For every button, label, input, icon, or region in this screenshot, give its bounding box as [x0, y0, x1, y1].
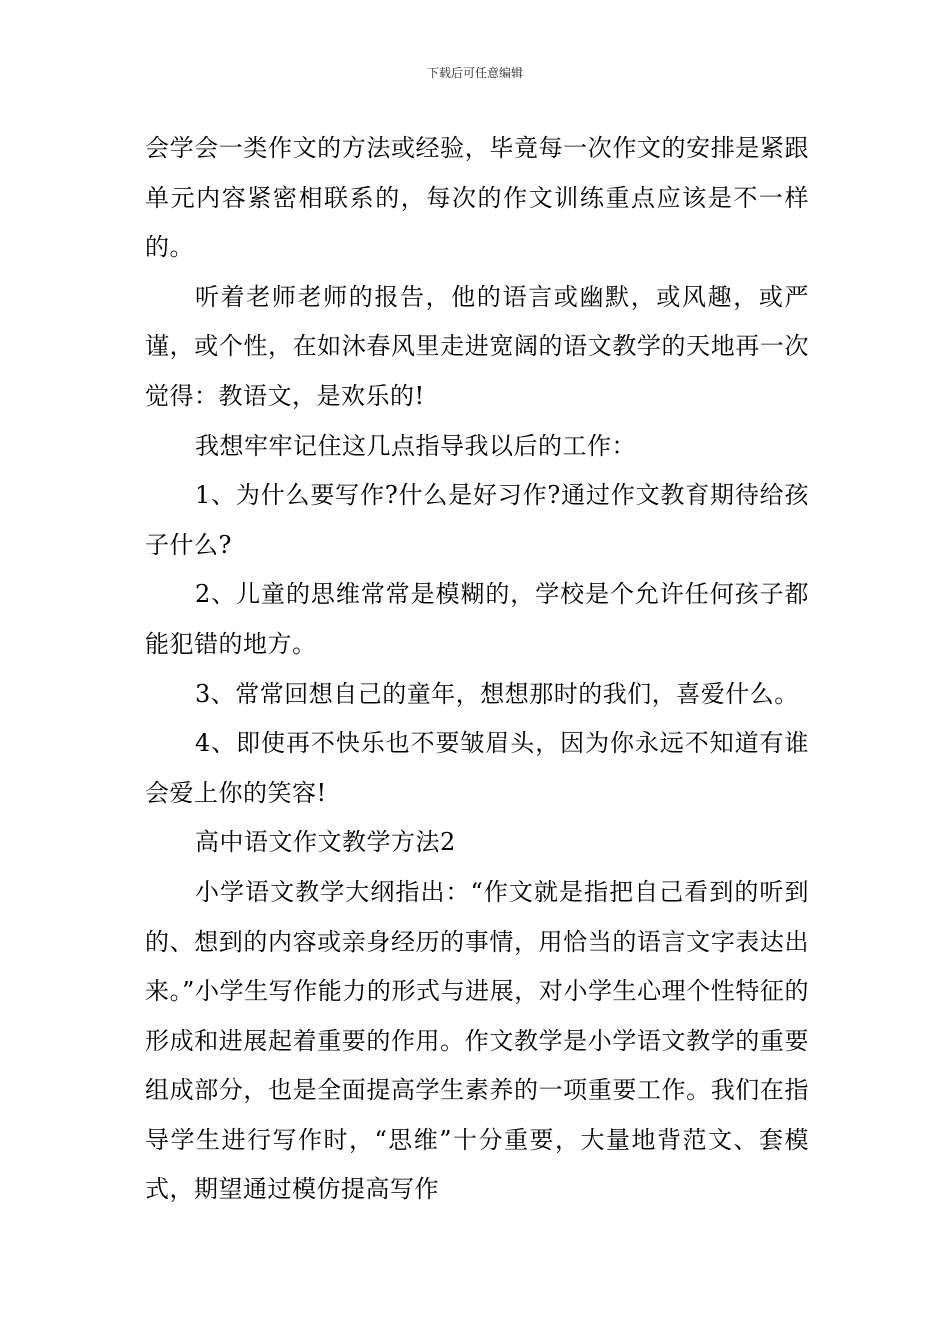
paragraph-3: 我想牢牢记住这几点指导我以后的工作：: [195, 431, 636, 460]
paragraph-4: 小学语文教学大纲指出：“作文就是指把自己看到的听到的、想到的内容或亲身经历的事情，用恰当的语言文字表达出来。”小学生写作能力的形式与进展，对小学生心理个性特征的形成和进展起着重要的作用。作文教学是小学语文教学的重要组成部分，也是全面提高学生素养的一项重要工作。我们在指导学生进行写作时，“思维”十分重要，大量地背范文、套模式，期望通过模仿提高写作: [145, 877, 809, 1204]
list-item-4: 4、即使再不快乐也不要皱眉头，因为你永远不知道有谁会爱上你的笑容!: [145, 729, 809, 807]
paragraph-2: 听着老师老师的报告，他的语言或幽默，或风趣，或严谨，或个性，在如沐春风里走进宽阔的语文教学的天地再一次觉得：教语文，是欢乐的!: [145, 282, 809, 410]
section-title: 高中语文作文教学方法2: [195, 828, 456, 857]
page-header: 下载后可任意编辑: [426, 66, 523, 80]
list-item-1: 1、为什么要写作?什么是好习作?通过作文教育期待给孩子什么?: [145, 481, 809, 559]
paragraph-1: 会学会一类作文的方法或经验，毕竟每一次作文的安排是紧跟单元内容紧密相联系的，每次的作文训练重点应该是不一样的。: [145, 134, 809, 262]
body-text: [145, 124, 809, 1215]
list-item-3: 3、常常回想自己的童年，想想那时的我们，喜爱什么。: [195, 679, 799, 708]
list-item-2: 2、儿童的思维常常是模糊的，学校是个允许任何孩子都能犯错的地方。: [145, 580, 809, 658]
